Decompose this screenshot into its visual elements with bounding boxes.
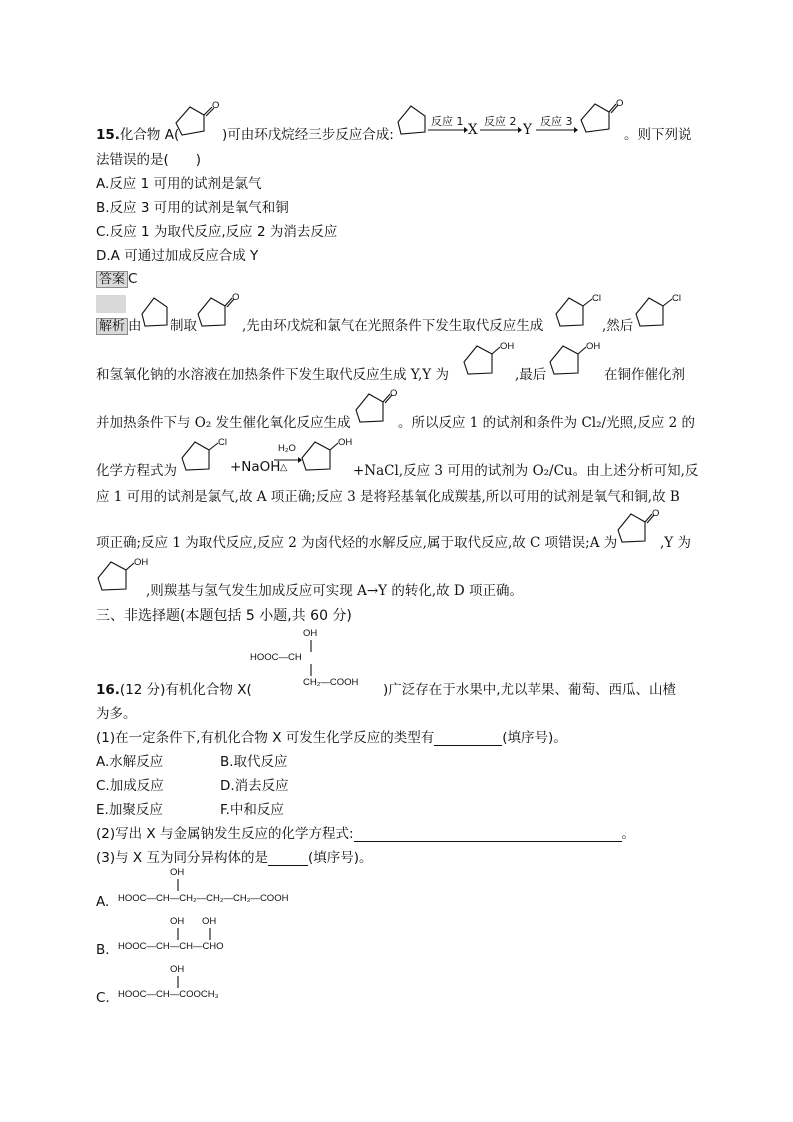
analysis-a8: 并加热条件下与 O₂ 发生催化氧化反应生成	[96, 415, 351, 431]
q15-option-c: C.反应 1 为取代反应,反应 2 为消去反应	[96, 224, 338, 240]
q15-option-b: B.反应 3 可用的试剂是氧气和铜	[96, 200, 289, 216]
answer-tag: 答案	[96, 271, 128, 288]
answer-row	[96, 268, 137, 287]
q16-part3: (3)与 X 互为同分异构体的是 (填序号)。	[96, 850, 373, 866]
cyclopentanol-2	[548, 340, 608, 376]
svg-text:OH: OH	[134, 557, 149, 568]
svg-text:Cl: Cl	[672, 293, 681, 304]
analysis-a13: 应 1 可用的试剂是氯气,故 A 项正确;反应 3 是将羟基氧化成羰基,所以可用的试剂是氧气和铜,故 B	[96, 489, 680, 505]
analysis-shade	[96, 295, 126, 313]
q15-stem-line1: 15.化合物 A(	[96, 127, 180, 143]
chlorocyclopentane-2	[634, 292, 686, 328]
isomer-c-bond	[176, 976, 180, 988]
svg-text:Cl: Cl	[592, 293, 601, 304]
isomer-a-oh: OH	[170, 867, 185, 878]
svg-text:O: O	[652, 508, 660, 519]
analysis-a3: ,先由环戊烷和氯气在光照条件下发生取代反应生成	[242, 318, 544, 334]
svg-text:OH: OH	[586, 341, 601, 352]
q16-number: 16.	[96, 682, 120, 698]
analysis-a14: 项正确;反应 1 为取代反应,反应 2 为卤代烃的水解反应,属于取代反应,故 C 项错误;A 为	[96, 535, 618, 551]
q16-stem-line1: 16.(12 分)有机化合物 X(	[96, 682, 252, 698]
svg-text:O: O	[616, 98, 624, 109]
cyclopentanone-a	[616, 508, 666, 544]
arrow-2	[480, 126, 522, 134]
cyclopentanol-1	[462, 340, 522, 376]
svg-text:Cl: Cl	[218, 437, 227, 448]
analysis-a12: +NaCl,反应 3 可用的试剂为 O₂/Cu。由上述分析可知,反	[353, 463, 699, 479]
x-bond-down	[309, 664, 313, 676]
svg-text:O: O	[232, 292, 240, 303]
x-formula-line1: HOOC—CH	[250, 652, 302, 663]
analysis-a4: ,然后	[602, 318, 634, 334]
isomer-c-oh: OH	[170, 964, 185, 975]
product-cyclopentanone	[578, 98, 628, 136]
reaction-1-label: 反应 1	[431, 115, 464, 128]
svg-text:O: O	[212, 100, 220, 111]
answer-value: C	[128, 271, 138, 287]
analysis-cyclopentane	[140, 294, 170, 328]
arrow-condition-heat: △	[280, 462, 288, 473]
isomer-c-label: C.	[96, 990, 110, 1006]
choice-e: E.加聚反应	[96, 802, 163, 818]
analysis-a11: +NaOH	[230, 459, 281, 475]
reaction-2-label: 反应 2	[484, 115, 517, 128]
q16-part1: (1)在一定条件下,有机化合物 X 可发生化学反应的类型有 (填序号)。	[96, 730, 567, 746]
isomer-a-formula: HOOC—CH—CH₂—CH₂—CH₂—COOH	[118, 893, 289, 904]
analysis-a16: ,则羰基与氢气发生加成反应可实现 A→Y 的转化,故 D 项正确。	[146, 583, 524, 599]
reaction-3-label: 反应 3	[540, 115, 573, 128]
analysis-tag-row: 解析 由	[96, 314, 142, 334]
isomer-b-label: B.	[96, 942, 110, 958]
choice-c: C.加成反应	[96, 778, 164, 794]
choice-d: D.消去反应	[220, 778, 289, 794]
equation-arrow	[274, 456, 302, 464]
analysis-a6: ,最后	[515, 367, 547, 383]
q15-stem-c: 。则下列说	[624, 127, 692, 143]
svg-text:O: O	[390, 388, 398, 399]
q15-stem-b: )可由环戊烷经三步反应合成:	[222, 127, 394, 143]
chlorocyclopentane-3	[180, 436, 236, 472]
isomer-b-formula: HOOC—CH—CH—CHO	[118, 941, 224, 952]
q16-part2: (2)写出 X 与金属钠发生反应的化学方程式: 。	[96, 826, 636, 842]
q16-stem-b: )广泛存在于水果中,尤以苹果、葡萄、西瓜、山楂	[383, 682, 677, 698]
choice-a: A.水解反应	[96, 754, 164, 770]
chlorocyclopentane-1	[554, 292, 606, 328]
isomer-a-label: A.	[96, 894, 110, 910]
intermediate-y: Y	[523, 122, 532, 138]
x-bond-up	[309, 640, 313, 652]
part3-answer-blank[interactable]	[268, 851, 308, 866]
x-oh-label: OH	[303, 628, 318, 639]
analysis-a15: ,Y 为	[660, 535, 691, 551]
isomer-a-bond	[176, 879, 180, 891]
svg-text:OH: OH	[338, 437, 353, 448]
choice-f: F.中和反应	[220, 802, 284, 818]
isomer-b-oh-1: OH	[170, 916, 185, 927]
isomer-b-oh-2: OH	[202, 916, 217, 927]
arrow-1	[428, 126, 468, 134]
analysis-a10: 化学方程式为	[96, 463, 177, 479]
analysis-a2: 制取	[170, 318, 197, 334]
analysis-a5: 和氢氧化钠的水溶液在加热条件下发生取代反应生成 Y,Y 为	[96, 367, 449, 383]
isomer-b-bond-1	[176, 928, 180, 940]
choice-b: B.取代反应	[220, 754, 288, 770]
q16-stem-c: 为多。	[96, 706, 137, 722]
cyclopentanone-product-2	[354, 388, 404, 424]
x-formula-line2: CH₂—COOH	[303, 677, 359, 688]
cyclopentanone-structure	[172, 101, 222, 137]
intermediate-x: X	[468, 122, 478, 138]
isomer-b-bond-2	[208, 928, 212, 940]
analysis-tag: 解析	[96, 318, 128, 335]
section-3-heading: 三、非选择题(本题包括 5 小题,共 60 分)	[96, 608, 352, 624]
isomer-c-formula: HOOC—CH—COOCH₃	[118, 989, 219, 1000]
q15-stem-d: 法错误的是( )	[96, 152, 202, 168]
cyclopentanol-3	[300, 436, 360, 472]
analysis-a9: 。所以反应 1 的试剂和条件为 Cl₂/光照,反应 2 的	[398, 415, 696, 431]
q15-option-a: A.反应 1 可用的试剂是氯气	[96, 176, 262, 192]
analysis-cyclopentanone	[196, 292, 242, 328]
arrow-condition-h2o: H₂O	[278, 443, 296, 454]
analysis-a7: 在铜作催化剂	[604, 367, 685, 383]
q15-number: 15.	[96, 127, 120, 143]
cyclopentane-structure	[395, 102, 429, 136]
part1-answer-blank[interactable]	[434, 731, 502, 746]
q15-option-d: D.A 可通过加成反应合成 Y	[96, 248, 259, 264]
svg-text:OH: OH	[500, 341, 515, 352]
part2-answer-blank[interactable]	[354, 827, 622, 842]
arrow-3	[536, 126, 578, 134]
